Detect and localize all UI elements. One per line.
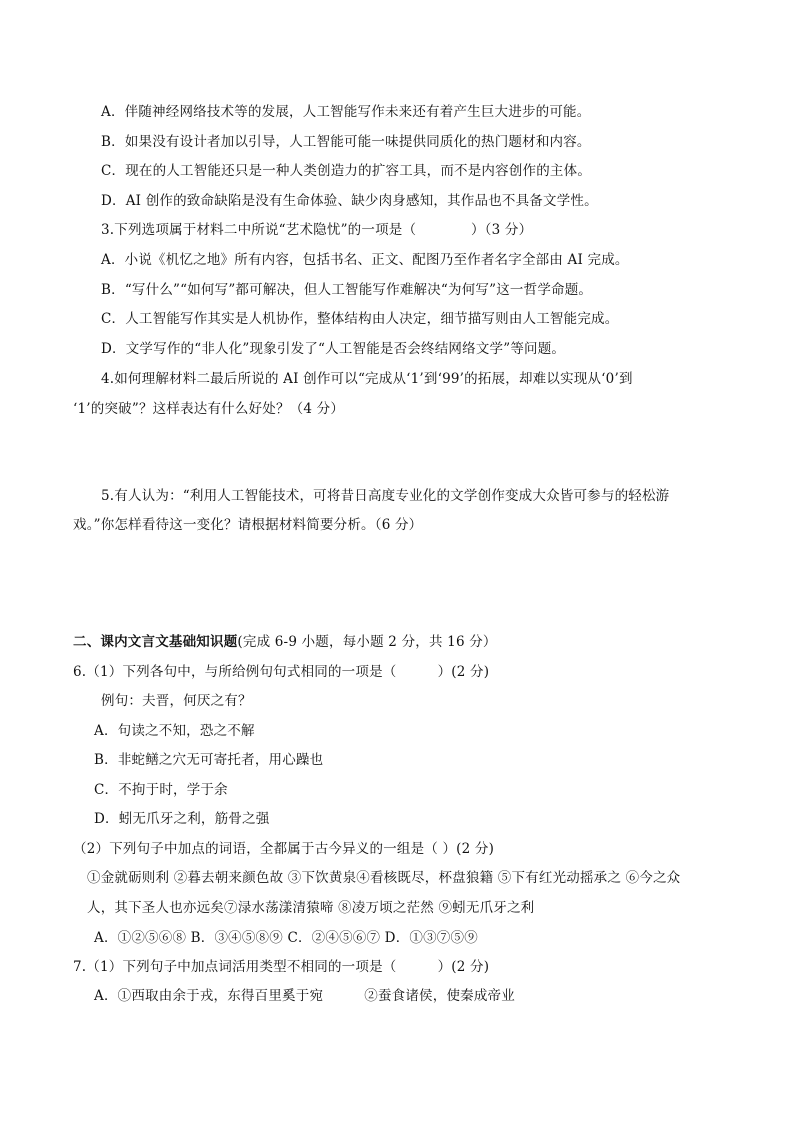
q3-option-c: C．人工智能写作其实是人机协作，整体结构由人决定，细节描写则由人工智能完成。 bbox=[101, 311, 619, 327]
q5-line-1: 5.有人认为：“利用人工智能技术，可将昔日高度专业化的文学创作变成大众皆可参与的轻松游 bbox=[101, 488, 670, 504]
q6-sub2-items-line-1: ①金就砺则利 ②暮去朝来颜色故 ③下饮黄泉④看核既尽，杯盘狼籍 ⑤下有红光动摇承之 ⑥今之众 bbox=[87, 870, 681, 886]
q6-sub2-stem: （2）下列句子中加点的词语，全都属于古今异义的一组是（ ）(2 分) bbox=[73, 841, 495, 857]
q7-stem: 7.（1）下列句子中加点词活用类型不相同的一项是（ ）(2 分) bbox=[73, 959, 490, 975]
q4-line-2: ‘1’的突破”？这样表达有什么好处？（4 分） bbox=[73, 401, 345, 417]
q2-option-c: C．现在的人工智能还只是一种人类创造力的扩容工具，而不是内容创作的主体。 bbox=[101, 163, 592, 179]
q6-option-d: D．蚓无爪牙之利，筋骨之强 bbox=[94, 811, 270, 827]
q3-stem: 3.下列选项属于材料二中所说“艺术隐忧”的一项是（ ）（3 分） bbox=[101, 222, 533, 238]
section-2-note: (完成 6-9 小题，每小题 2 分，共 16 分） bbox=[237, 634, 497, 650]
section-2-heading-row bbox=[73, 633, 497, 651]
q6-example: 例句：夫晋，何厌之有？ bbox=[101, 693, 252, 709]
q4-line-1: 4.如何理解材料二最后所说的 AI 创作可以“完成从‘1’到‘99’的拓展，却难以实现从‘0’到 bbox=[101, 371, 633, 387]
q3-option-d: D．文学写作的“非人化”现象引发了“人工智能是否会终结网络文学”等问题。 bbox=[101, 341, 566, 357]
q3-option-a: A．小说《机忆之地》所有内容，包括书名、正文、配图乃至作者名字全部由 AI 完成。 bbox=[101, 252, 629, 268]
q6-stem: 6.（1）下列各句中，与所给例句句式相同的一项是（ ）(2 分) bbox=[73, 664, 490, 680]
q6-option-c: C．不拘于时，学于余 bbox=[94, 782, 228, 798]
q6-sub2-items-line-2: 人，其下圣人也亦远矣⑦渌水荡漾清猿啼 ⑧凌万顷之茫然 ⑨蚓无爪牙之利 bbox=[87, 900, 535, 916]
q6-sub2-options: A．①②⑤⑥⑧ B．③④⑤⑧⑨ C．②④⑤⑥⑦ D．①③⑦⑤⑨ bbox=[94, 930, 478, 946]
q2-option-a: A．伴随神经网络技术等的发展，人工智能写作未来还有着产生巨大进步的可能。 bbox=[101, 104, 591, 120]
q5-line-2: 戏。”你怎样看待这一变化？请根据材料简要分析。（6 分） bbox=[73, 517, 423, 533]
q6-option-a: A．句读之不知，恐之不解 bbox=[94, 723, 255, 739]
q6-option-b: B．非蛇鳝之穴无可寄托者，用心躁也 bbox=[94, 752, 324, 768]
section-2-heading: 二、课内文言文基础知识题 bbox=[73, 634, 238, 650]
q2-option-b: B．如果没有设计者加以引导，人工智能可能一味提供同质化的热门题材和内容。 bbox=[101, 134, 591, 150]
q2-option-d: D．AI 创作的致命缺陷是没有生命体验、缺少肉身感知，其作品也不具备文学性。 bbox=[101, 193, 598, 209]
q3-option-b: B．“写什么”“如何写”都可解决，但人工智能写作难解决“为何写”这一哲学命题。 bbox=[101, 282, 593, 298]
q7-option-a: A．①西取由余于戎，东得百里奚于宛 ②蚕食诸侯，使秦成帝业 bbox=[94, 988, 515, 1004]
